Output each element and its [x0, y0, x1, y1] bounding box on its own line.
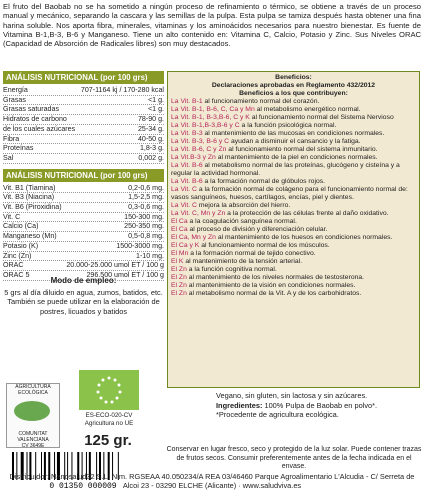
claim-nutrient: El Zn: [171, 266, 187, 274]
nutrition-value: 20.000-25.000 umol ET / 100 g: [66, 261, 164, 270]
claim-text: al funcionamiento normal del sistema inmunitario.: [226, 146, 378, 154]
claim-nutrient: La Vit. B-1: [171, 98, 203, 106]
claim-nutrient: El K: [171, 258, 184, 266]
claim-text: a la coagulación sanguínea normal.: [187, 218, 297, 226]
nutrition-value: 25-34 g.: [137, 124, 164, 133]
product-info: [216, 391, 422, 420]
claim-text: al mantenimiento de los niveles normales de testosterona.: [186, 274, 365, 282]
benefit-claim: [171, 98, 416, 106]
nutrition-label: Energía: [3, 86, 28, 94]
benefits-title: Beneficios:: [275, 74, 312, 81]
nutrition-value: 707-1164 kj / 170-280 kcal: [80, 86, 164, 94]
benefit-claim: [171, 114, 416, 122]
claim-text: al mantenimiento de la piel en condiciones normales.: [215, 154, 378, 162]
claim-nutrient: La Vit.B-3 y Zn: [171, 154, 216, 162]
nutrition-label: Vit. C: [3, 212, 21, 221]
nutrition-value: 78-90 g.: [137, 115, 164, 124]
claim-nutrient: La Vit. B-3: [171, 130, 203, 138]
benefit-claim: [171, 146, 416, 154]
benefit-claim: [171, 234, 416, 242]
nutrition-label: Zinc (Zn): [3, 251, 32, 260]
claim-text: al proceso de división y diferenciación celular.: [187, 226, 328, 234]
benefit-claim: [171, 242, 416, 250]
claim-nutrient: El Ca y K: [171, 242, 200, 250]
benefit-claim: [171, 282, 416, 290]
nutrition-value: 0,002 g.: [138, 153, 164, 162]
nutrition-row: [3, 184, 164, 194]
nutrition-row: [3, 96, 164, 106]
claim-text: al mantenimiento de los huesos en condiciones normales.: [215, 234, 393, 242]
claim-nutrient: La Vit. C: [171, 202, 197, 210]
nutrition-row: [3, 105, 164, 115]
claim-text: a la protección de las células frente al daño oxidativo.: [225, 210, 389, 218]
claim-text: a la formación normal de glóbulos rojos.: [202, 178, 326, 186]
benefit-claim: [171, 266, 416, 274]
nutrition-label: Vit. B6 (Piroxidina): [3, 203, 62, 212]
benefit-claim: [171, 226, 416, 234]
storage-text: Conservar en lugar fresco, seco y protegido de la luz solar. Puede contener trazas de frutos secos. Consumir preferentemente antes de la fecha indicada en el envase.: [166, 446, 422, 471]
net-weight: 125 gr.: [84, 432, 132, 449]
claim-text: al funcionamiento normal del Sistema Nervioso: [249, 114, 394, 122]
claim-nutrient: El Ca, Mn y Zn: [171, 234, 216, 242]
claim-text: a la función psicológica normal.: [239, 122, 337, 130]
claim-nutrient: La Vit. B-6, C y Zn: [171, 146, 227, 154]
ingredients-note: *Procedente de agricultura ecológica.: [216, 410, 339, 419]
claim-nutrient: La Vit. B-3, B-6 y C: [171, 138, 230, 146]
nutrition-value: 0,3-0,6 mg.: [128, 203, 164, 212]
leaf-icon: [7, 396, 57, 426]
benefits-subtitle-2: Beneficios a los que contribuyen:: [239, 90, 348, 98]
nutrition-value: 1,8-3 g.: [139, 144, 164, 153]
nutrition-row: [3, 86, 164, 96]
nutrition-label: Potasio (K): [3, 241, 39, 250]
benefits-box: [167, 71, 420, 388]
claim-text: a la formación normal de tejido conectivo.: [188, 250, 316, 258]
nutrition-value: <1 g.: [148, 105, 164, 114]
vegan-line: Vegano, sin gluten, sin lactosa y sin azúcares.: [216, 391, 368, 400]
nutrition-value: 150-300 mg.: [124, 212, 164, 221]
ingredients-line: [216, 401, 422, 411]
claim-nutrient: La Vit. C: [171, 186, 197, 194]
benefit-claim: [171, 218, 416, 226]
nutrition-row: [3, 193, 164, 203]
nutrition-value: 0,5-0,8 mg.: [128, 232, 164, 241]
nutrition-label: Manganeso (Mn): [3, 232, 57, 241]
usage-title: Modo de empleo:: [50, 276, 117, 285]
nutrition-label: Hidratos de carbono: [3, 115, 67, 124]
claim-text: al mantenimiento de la visión en condiciones normales.: [186, 282, 356, 290]
eu-code: ES-ECO-020-CV Agricultura no UE: [84, 412, 134, 427]
claim-nutrient: El Zn: [171, 282, 187, 290]
benefit-claim: [171, 274, 416, 282]
nutrition-label: Sal: [3, 153, 14, 162]
benefit-claim: [171, 130, 416, 138]
benefit-claim: [171, 162, 416, 178]
claim-text: mejora la absorción del hierro.: [196, 202, 291, 210]
claim-text: a la formación normal de colágeno para el funcionamiento normal de: vasos sanguíneos, huesos, cartílagos, encías, piel y dientes.: [171, 186, 408, 202]
claim-text: al funcionamiento normal de los músculos.: [199, 242, 330, 250]
nutrition-row: [3, 125, 164, 135]
claim-nutrient: La Vit. B-1, B-6, C, Ca y Mn: [171, 106, 255, 114]
nutrition-row: [3, 232, 164, 242]
nutrition-row: [3, 252, 164, 262]
nutrition-value: 1,5-2,5 mg.: [128, 193, 164, 202]
cert-label-bottom2: COMUNITAT VALENCIANA: [17, 431, 49, 443]
nutrition-value: <1 g.: [148, 95, 164, 104]
nutrition-value: 0,2-0,6 mg.: [128, 183, 164, 192]
claim-nutrient: El Zn: [171, 274, 187, 282]
usage-instructions: [3, 276, 164, 316]
eu-organic-logo: [79, 370, 139, 410]
claim-text: al metabolismo normal de las proteínas, glucógeno y cisteína y a regular la actividad hormonal.: [171, 162, 400, 178]
nutrition-header: ANÁLISIS NUTRICIONAL (por 100 grs): [3, 71, 164, 84]
claim-text: al metabolismo normal de la Vit. A y de los carbohidratos.: [186, 290, 362, 298]
benefit-claim: [171, 106, 416, 114]
claim-text: a la función cognitiva normal.: [186, 266, 277, 274]
nutrition-value: 40-50 g.: [137, 134, 164, 143]
nutrition-label: Grasas: [3, 95, 26, 104]
nutrition-label: Grasas saturadas: [3, 105, 59, 114]
claim-nutrient: El Ca: [171, 218, 188, 226]
benefit-claim: [171, 210, 416, 218]
benefit-claim: [171, 138, 416, 146]
nutrition-label: ORAC 5: [3, 270, 30, 279]
nutrition-row: [3, 242, 164, 252]
nutrition-row: [3, 203, 164, 213]
nutrition-value: 1500-3000 mg.: [116, 241, 164, 250]
claim-nutrient: El Zn: [171, 290, 187, 298]
nutrition-label: Vit. B1 (Tiamina): [3, 183, 56, 192]
nutrition-value: 1-10 mg.: [136, 251, 164, 260]
nutrition-value: 296.500 umol ET / 100 g: [86, 270, 164, 279]
benefit-claim: [171, 250, 416, 258]
nutrition-row: [3, 222, 164, 232]
claim-text: ayudan a disminuir el cansancio y la fatiga.: [229, 138, 361, 146]
ingredients-text: 100% Pulpa de Baobab en polvo*.: [262, 400, 378, 410]
claim-text: al funcionamiento normal del corazón.: [202, 98, 320, 106]
nutrition-label: ORAC: [3, 261, 24, 270]
nutrition-label: Fibra: [3, 134, 20, 143]
organic-certification-logo: [6, 383, 60, 448]
claim-text: al mantenimiento de la tensión arterial.: [183, 258, 303, 266]
nutrition-row: [3, 213, 164, 223]
claim-text: al mantenimiento de las mucosas en condiciones normales.: [202, 130, 385, 138]
usage-text: 5 grs al día diluido en agua, zumos, batidos, etc. También se puede utilizar en la elaboración de postres, licuados y batidos: [4, 288, 163, 316]
nutrition-label: Vit. B3 (Niacina): [3, 193, 55, 202]
benefit-claim: [171, 122, 416, 130]
nutrition-row: [3, 261, 164, 271]
claim-text: al metabolismo energético normal.: [254, 106, 361, 114]
claim-nutrient: La Vit. B-6: [171, 178, 203, 186]
nutrition-label: de los cuales azúcares: [3, 124, 76, 133]
benefit-claim: [171, 186, 416, 202]
benefit-claim: [171, 202, 416, 210]
nutrition-label: Calcio (Ca): [3, 222, 39, 231]
nutrition-row: [3, 154, 164, 164]
nutrition-row: [3, 144, 164, 154]
nutrition-label: Proteínas: [3, 144, 34, 153]
nutrition-value: 250-350 mg.: [124, 222, 164, 231]
nutrition-header-2: ANÁLISIS NUTRICIONAL (por 100 grs): [3, 169, 164, 182]
claim-nutrient: El Mn: [171, 250, 189, 258]
ingredients-label: Ingredientes:: [216, 400, 263, 410]
nutrition-table: [3, 71, 164, 281]
benefit-claim: [171, 154, 416, 162]
cert-label-top: AGRICULTURA ECOLÓGICA: [15, 384, 51, 396]
claim-nutrient: La Vit. B-1, B-3,B-6, C y K: [171, 114, 250, 122]
distributor-text: Distribuidor: Nanosalud32 S.L. Nim. RGSEAA 40.050234/A REA 03/46460 Parque Agroalimentario L'Alcudia - C/ Serreta de Alcoi 23 - 03290 ELCHE (Alicante) · www.saludviva.es: [9, 472, 415, 490]
benefits-subtitle: Declaraciones aprobadas en Reglamento 432/2012: [211, 82, 376, 90]
barcode-number: 0 01350 000009: [49, 482, 117, 490]
benefit-claim: [171, 178, 416, 186]
cert-label-bottom: CV 3649E: [21, 443, 45, 449]
benefit-claim: [171, 290, 416, 298]
claim-nutrient: La Vit. C, Mn y Zn: [171, 210, 226, 218]
claim-nutrient: La Vit. B-6: [171, 162, 203, 170]
nutrition-row: [3, 135, 164, 145]
claim-nutrient: La Vit. B-1,B-3,B-6 y C: [171, 122, 240, 130]
claim-nutrient: El Ca: [171, 226, 188, 234]
benefit-claim: [171, 258, 416, 266]
intro-text: El fruto del Baobab no se ha sometido a ningún proceso de refinamiento o térmico, se obtiene a través de un proceso manual y mecánico, separando la cascara y las semillas de la pulpa. Esta pulpa se tamiza después hasta obtener una fina harina soluble. Nos aporta fibra, minerales, vitaminas y los aminoácidos necesarios para nuestro bienestar. Es fuente de Vitamina B-1,B-3, B-6 y Manganeso. Tiene un alto contenido en: Vitamina C, Calcio, Potasio y Zinc. Sus Niveles ORAC (Capacidad de Absorción de Radicales libres) son muy destacados.: [3, 2, 421, 49]
nutrition-row: [3, 115, 164, 125]
